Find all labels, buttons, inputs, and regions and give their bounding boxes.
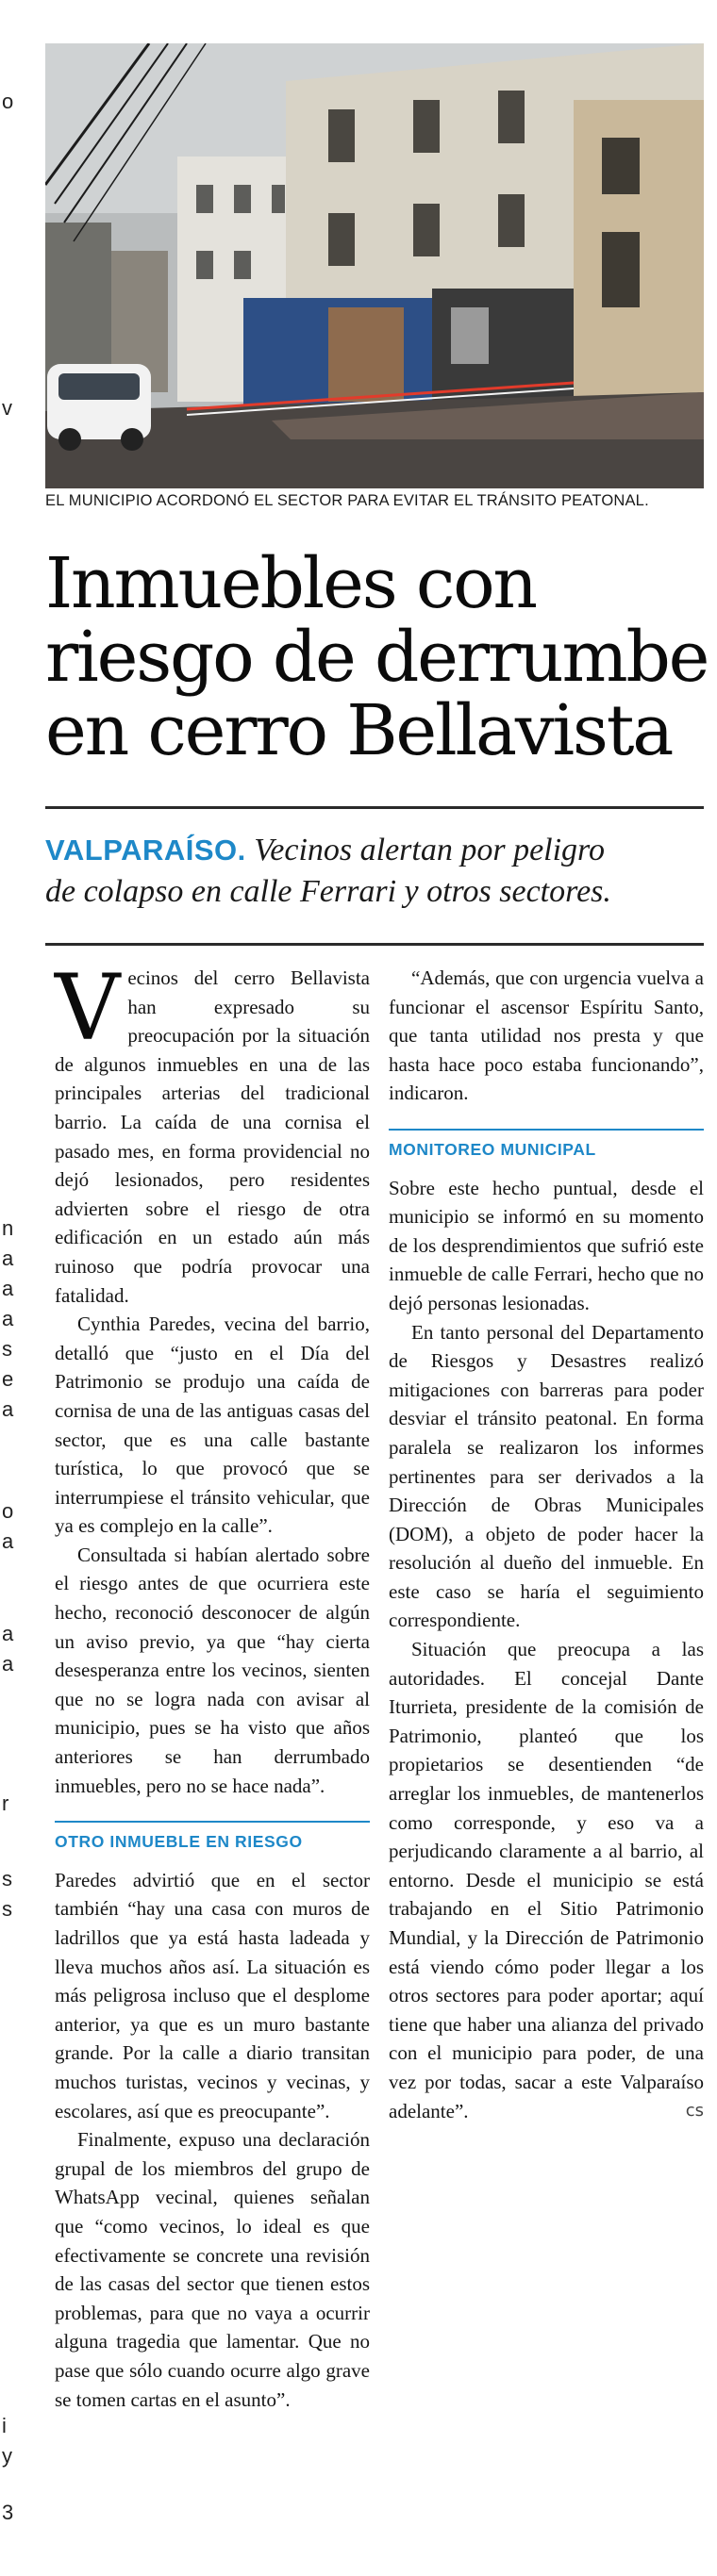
edge-char: s: [2, 1337, 12, 1361]
paragraph: Finalmente, expuso una declaración grupal de los miembros del grupo de WhatsApp vecinal, quienes señalan que “como vecinos, lo ideal es que efectivamente se concrete una revisión de las casas del sector que tienen estos problemas, para que no vaya a ocurrir alguna tragedia que lamentar. Que no pase que sólo cuando ocurre algo grave se tomen cartas en el asunto”.: [55, 2128, 370, 2411]
edge-char: s: [2, 1867, 12, 1891]
edge-char: v: [2, 396, 12, 420]
deck: [45, 830, 706, 913]
edge-char: n: [2, 1216, 14, 1240]
paragraph: [389, 1635, 704, 2125]
paragraph: Sobre este hecho puntual, desde el municipio se informó en su momento de los desprendimientos que sufrió este inmueble de calle Ferrari, hecho que no dejó personas lesionadas.: [389, 1176, 704, 1314]
deck-line: de colapso en calle Ferrari y otros sectores.: [45, 874, 611, 909]
edge-char: y: [2, 2444, 12, 2468]
headline: [45, 543, 709, 771]
adjacent-column-fragment: [0, 0, 40, 2576]
paragraph: Consultada si habían alertado sobre el riesgo antes de que ocurriera este hecho, reconoció desconocer de algún un aviso previo, ya que “hay cierta desesperanza entre los vecinos, sienten que no se logra nada con avisar al municipio, pues se ha visto que años anteriores se han derrumbado inmuebles, pero no se hace nada”.: [55, 1543, 370, 1797]
paragraph: “Además, que con urgencia vuelva a funcionar el ascensor Espíritu Santo, que tanta utilidad nos presta y que hasta hace poco estaba funcionando”, indicaron.: [389, 966, 704, 1105]
edge-char: r: [2, 1792, 9, 1815]
subhead: MONITOREO MUNICIPAL: [389, 1129, 704, 1164]
deck-line: Vecinos alertan por peligro: [254, 833, 606, 867]
paragraph-text: Situación que preocupa a las autoridades. El concejal Dante Iturrieta, presidente de la comisión de Patrimonio, planteó que los propietarios se desentienden “de arreglar los inmuebles, de mantenerlos como corresponde, y eso va a perjudicando claramente a al barrio, al entorno. Desde el municipio se está trabajando en el Sitio Patrimonio Mundial, y la Dirección de Patrimonio está viendo cómo poder llegar a los otros sectores para poder aportar; aquí tiene que haber una alianza del privado con el municipio para poder, de una vez por todas, sacar a este Valparaíso adelante”.: [389, 1638, 704, 2122]
edge-char: s: [2, 1897, 12, 1921]
street-photo: [45, 43, 704, 488]
photo-caption: EL MUNICIPIO ACORDONÓ EL SECTOR PARA EVITAR EL TRÁNSITO PEATONAL.: [45, 492, 649, 509]
paragraph: En tanto personal del Departamento de Riesgos y Desastres realizó mitigaciones con barreras para poder desviar el tránsito peatonal. En forma paralela se realizaron los informes pertinentes para ser derivados a la Dirección de Obras Municipales (DOM), a objeto de poder hacer la resolución al dueño del inmueble. En este caso se haría el seguimiento correspondiente.: [389, 1320, 704, 1632]
paragraph: Paredes advirtió que en el sector también “hay una casa con muros de ladrillos que ya está hasta ladeada y lleva muchos años así. La situación es más peligrosa incluso que el desplome anterior, ya que es un muro bastante grande. Por la calle a diario transitan muchos turistas, vecinos y vecinas, y escolares, así que es preocupante”.: [55, 1868, 370, 2122]
edge-char: 3: [2, 2501, 14, 2524]
edge-char: a: [2, 1247, 14, 1270]
edge-char: a: [2, 1277, 14, 1300]
headline-line: Inmuebles con: [45, 543, 536, 624]
divider: [45, 806, 704, 809]
paragraph: [55, 955, 370, 1310]
subhead: OTRO INMUEBLE EN RIESGO: [55, 1821, 370, 1857]
edge-char: a: [2, 1529, 14, 1553]
article-column-left: [55, 955, 370, 2414]
edge-char: o: [2, 90, 14, 113]
end-mark: cs: [685, 2100, 704, 2121]
paragraph-text: ecinos del cerro Bellavista han expresado su preocupación por la situación de algunos inmuebles en una de las principales arterias del tradicional barrio. La caída de una cornisa el pasado mes, en forma providencial no dejó lesionados, pero residentes advierten sobre el riesgo de otra edificación en un estado aún más ruinoso que podría provocar una fatalidad.: [55, 966, 370, 1307]
edge-char: i: [2, 2414, 7, 2437]
edge-char: a: [2, 1307, 14, 1330]
headline-line: en cerro Bellavista: [45, 690, 673, 771]
dropcap: V: [55, 955, 121, 1061]
deck-location: VALPARAÍSO.: [45, 834, 246, 867]
divider: [45, 943, 704, 946]
street-photo-illustration: [45, 43, 704, 488]
edge-char: a: [2, 1652, 14, 1676]
article-column-right: [389, 964, 704, 2125]
paragraph: Cynthia Paredes, vecina del barrio, detalló que “justo en el Día del Patrimonio se produjo una caída de cornisa de una de las antiguas casas del sector, que es una calle bastante turística, lo que provocó que se interrumpiese el tránsito vehicular, que ya es complejo en la calle”.: [55, 1313, 370, 1538]
edge-char: e: [2, 1367, 14, 1391]
edge-char: o: [2, 1499, 14, 1523]
edge-char: a: [2, 1397, 14, 1421]
headline-line: riesgo de derrumbe: [45, 617, 709, 698]
edge-char: a: [2, 1622, 14, 1645]
